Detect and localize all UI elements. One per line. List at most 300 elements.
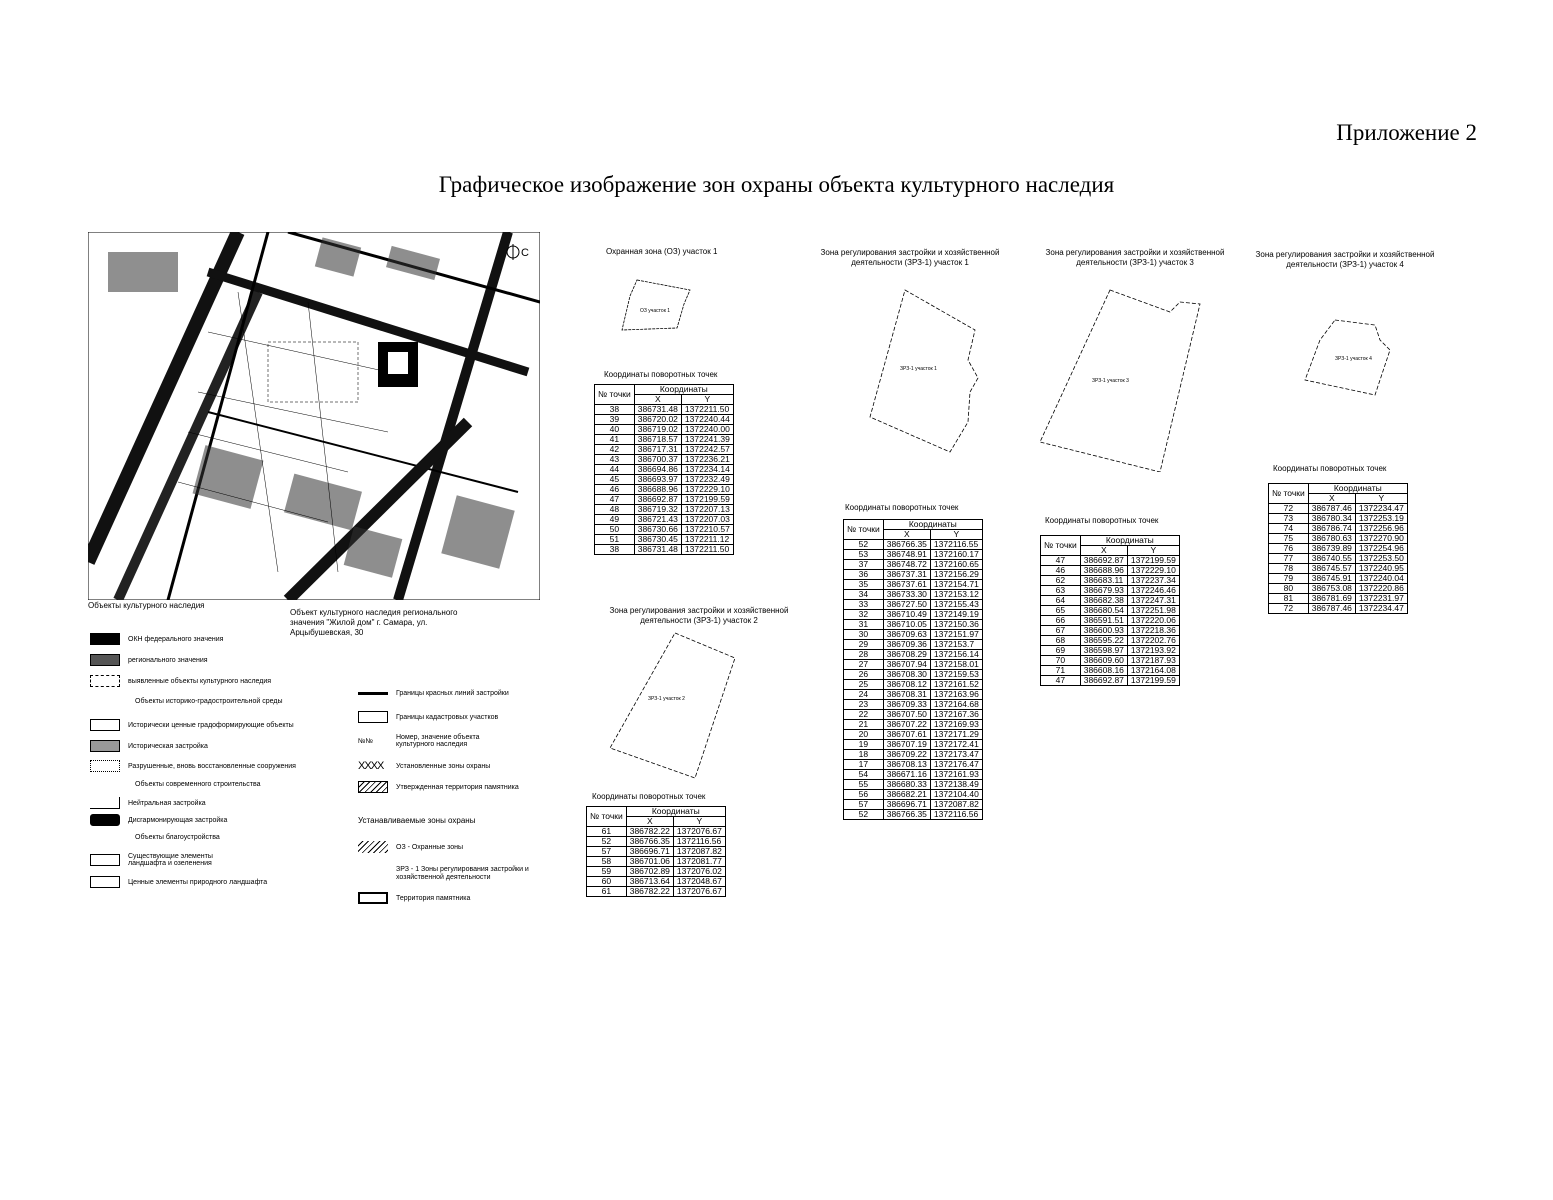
- table-row: [844, 690, 983, 700]
- coord-y: 1372211.50: [681, 545, 733, 555]
- table-row: [1269, 574, 1408, 584]
- coord-y: 1372234.47: [1355, 604, 1407, 614]
- point-number: 17: [844, 760, 884, 770]
- plan-zrz2: [600, 628, 750, 788]
- legend-item: Границы красных линий застройки: [358, 690, 509, 697]
- plan-title-zrz4: Зона регулирования застройки и хозяйственной деятельности (ЗРЗ-1) участок 4: [1255, 250, 1435, 269]
- coord-x: 386731.48: [634, 405, 681, 415]
- coord-x: 386718.57: [634, 435, 681, 445]
- table-row: [844, 570, 983, 580]
- point-number: 28: [844, 650, 884, 660]
- coord-y: 1372169.93: [930, 720, 982, 730]
- point-number: 52: [844, 810, 884, 820]
- coord-x: 386787.46: [1308, 504, 1355, 514]
- coord-y: 1372251.98: [1127, 606, 1179, 616]
- coord-x: 386600.93: [1080, 626, 1127, 636]
- coord-x: 386707.19: [883, 740, 930, 750]
- coord-y: 1372207.03: [681, 515, 733, 525]
- coord-y: 1372256.96: [1355, 524, 1407, 534]
- col-header-x: X: [1308, 494, 1355, 504]
- coord-y: 1372116.56: [673, 837, 725, 847]
- point-number: 58: [587, 857, 627, 867]
- coord-x: 386595.22: [1080, 636, 1127, 646]
- table-row: [1269, 544, 1408, 554]
- legend-item: Нейтральная застройка: [90, 797, 206, 809]
- coord-x: 386702.89: [626, 867, 673, 877]
- table-row: [844, 650, 983, 660]
- table-row: [1269, 604, 1408, 614]
- legend-item: Границы кадастровых участков: [358, 711, 498, 723]
- coord-x: 386748.91: [883, 550, 930, 560]
- coord-x: 386694.86: [634, 465, 681, 475]
- table-row: [1041, 596, 1180, 606]
- point-number: 62: [1041, 576, 1081, 586]
- coord-y: 1372149.19: [930, 610, 982, 620]
- table-row: [844, 810, 983, 820]
- legend-heading: Объекты культурного наследия: [88, 601, 205, 610]
- table-row: [844, 660, 983, 670]
- coords-table-zrz1: [843, 519, 983, 820]
- svg-text:ЗРЗ-1 участок 4: ЗРЗ-1 участок 4: [1335, 356, 1372, 362]
- appendix-label: Приложение 2: [1336, 120, 1477, 145]
- coord-x: 386721.43: [634, 515, 681, 525]
- coord-y: 1372232.49: [681, 475, 733, 485]
- coord-x: 386753.08: [1308, 584, 1355, 594]
- coord-y: 1372211.50: [681, 405, 733, 415]
- page-title: Графическое изображение зон охраны объекта культурного наследия: [438, 172, 1115, 197]
- coord-y: 1372104.40: [930, 790, 982, 800]
- coord-x: 386683.11: [1080, 576, 1127, 586]
- point-number: 33: [844, 600, 884, 610]
- coord-y: 1372081.77: [673, 857, 725, 867]
- table-row: [587, 837, 726, 847]
- coord-x: 386748.72: [883, 560, 930, 570]
- legend-item: ОКН федерального значения: [90, 633, 223, 645]
- coord-x: 386766.35: [883, 540, 930, 550]
- coord-x: 386731.48: [634, 545, 681, 555]
- coords-caption-oz1: Координаты поворотных точек: [604, 370, 718, 379]
- point-number: 81: [1269, 594, 1309, 604]
- table-row: [595, 445, 734, 455]
- map-drawing: [88, 232, 540, 600]
- legend-item: ОЗ - Охранные зоны: [358, 841, 463, 853]
- coord-y: 1372236.21: [681, 455, 733, 465]
- north-label: С: [521, 247, 529, 259]
- table-row: [844, 600, 983, 610]
- coord-x: 386740.55: [1308, 554, 1355, 564]
- point-number: 23: [844, 700, 884, 710]
- col-header-y: Y: [1355, 494, 1407, 504]
- table-row: [1041, 616, 1180, 626]
- point-number: 64: [1041, 596, 1081, 606]
- table-row: [595, 545, 734, 555]
- table-row: [1269, 564, 1408, 574]
- table-row: [844, 720, 983, 730]
- coord-y: 1372161.52: [930, 680, 982, 690]
- table-row: [595, 405, 734, 415]
- coord-x: 386713.64: [626, 877, 673, 887]
- table-row: [595, 535, 734, 545]
- coord-x: 386737.31: [883, 570, 930, 580]
- coord-x: 386692.87: [634, 495, 681, 505]
- plan-oz1: [612, 268, 712, 338]
- coord-x: 386730.45: [634, 535, 681, 545]
- point-number: 77: [1269, 554, 1309, 564]
- coord-y: 1372155.43: [930, 600, 982, 610]
- coord-x: 386787.46: [1308, 604, 1355, 614]
- coord-y: 1372116.55: [930, 540, 982, 550]
- coord-x: 386766.35: [626, 837, 673, 847]
- point-number: 75: [1269, 534, 1309, 544]
- table-row: [1041, 676, 1180, 686]
- point-number: 29: [844, 640, 884, 650]
- legend-item: Существующие элементы ландшафта и озеленения: [90, 853, 248, 867]
- legend-item: Историческая застройка: [90, 740, 208, 752]
- table-row: [1269, 594, 1408, 604]
- legend-item: Территория памятника: [358, 892, 470, 904]
- coord-x: 386708.12: [883, 680, 930, 690]
- legend-item: XXXX Установленные зоны охраны: [358, 760, 491, 772]
- coord-y: 1372254.96: [1355, 544, 1407, 554]
- coord-y: 1372270.90: [1355, 534, 1407, 544]
- point-number: 43: [595, 455, 635, 465]
- coord-y: 1372218.36: [1127, 626, 1179, 636]
- point-number: 19: [844, 740, 884, 750]
- coord-x: 386782.22: [626, 827, 673, 837]
- plan-title-zrz3: Зона регулирования застройки и хозяйственной деятельности (ЗРЗ-1) участок 3: [1045, 248, 1225, 267]
- coord-x: 386739.89: [1308, 544, 1355, 554]
- col-header-no: № точки: [1041, 536, 1081, 556]
- coord-x: 386688.96: [634, 485, 681, 495]
- coord-x: 386733.30: [883, 590, 930, 600]
- col-header-x: X: [1080, 546, 1127, 556]
- table-row: [844, 590, 983, 600]
- coords-table-zrz4: [1268, 483, 1408, 614]
- coord-x: 386781.69: [1308, 594, 1355, 604]
- coord-y: 1372160.65: [930, 560, 982, 570]
- coord-y: 1372220.86: [1355, 584, 1407, 594]
- table-row: [1041, 586, 1180, 596]
- table-row: [587, 847, 726, 857]
- svg-text:ЗРЗ-1 участок 2: ЗРЗ-1 участок 2: [648, 696, 685, 702]
- legend-item: Ценные элементы природного ландшафта: [90, 876, 267, 888]
- point-number: 68: [1041, 636, 1081, 646]
- coord-y: 1372234.14: [681, 465, 733, 475]
- coord-y: 1372202.76: [1127, 636, 1179, 646]
- coord-y: 1372173.47: [930, 750, 982, 760]
- point-number: 44: [595, 465, 635, 475]
- table-row: [1269, 534, 1408, 544]
- point-number: 25: [844, 680, 884, 690]
- table-row: [844, 750, 983, 760]
- legend-item: регионального значения: [90, 654, 208, 666]
- legend-item: №№ Номер, значение объекта культурного наследия: [358, 734, 480, 748]
- coord-x: 386679.93: [1080, 586, 1127, 596]
- table-row: [595, 465, 734, 475]
- coord-y: 1372160.17: [930, 550, 982, 560]
- point-number: 55: [844, 780, 884, 790]
- point-number: 65: [1041, 606, 1081, 616]
- table-row: [1041, 636, 1180, 646]
- table-row: [844, 730, 983, 740]
- table-row: [844, 740, 983, 750]
- coord-x: 386786.74: [1308, 524, 1355, 534]
- point-number: 51: [595, 535, 635, 545]
- coord-y: 1372164.08: [1127, 666, 1179, 676]
- point-number: 49: [595, 515, 635, 525]
- coord-x: 386591.51: [1080, 616, 1127, 626]
- coord-y: 1372151.97: [930, 630, 982, 640]
- table-row: [1041, 646, 1180, 656]
- coords-caption-zrz3: Координаты поворотных точек: [1045, 516, 1159, 525]
- point-number: 41: [595, 435, 635, 445]
- point-number: 67: [1041, 626, 1081, 636]
- coord-x: 386737.61: [883, 580, 930, 590]
- table-row: [595, 475, 734, 485]
- plan-title-zrz1: Зона регулирования застройки и хозяйственной деятельности (ЗРЗ-1) участок 1: [820, 248, 1000, 267]
- point-number: 46: [1041, 566, 1081, 576]
- coord-y: 1372154.71: [930, 580, 982, 590]
- point-number: 69: [1041, 646, 1081, 656]
- point-number: 27: [844, 660, 884, 670]
- coords-table-oz1: [594, 384, 734, 555]
- coord-y: 1372076.67: [673, 827, 725, 837]
- coord-y: 1372158.01: [930, 660, 982, 670]
- table-row: [595, 515, 734, 525]
- col-header-coords: Координаты: [883, 520, 982, 530]
- coord-y: 1372161.93: [930, 770, 982, 780]
- point-number: 72: [1269, 504, 1309, 514]
- table-row: [844, 540, 983, 550]
- coord-x: 386708.13: [883, 760, 930, 770]
- point-number: 20: [844, 730, 884, 740]
- coord-y: 1372211.12: [681, 535, 733, 545]
- table-row: [587, 887, 726, 897]
- coord-x: 386766.35: [883, 810, 930, 820]
- legend-subheading: Объекты историко-градостроительной среды: [135, 698, 283, 705]
- table-row: [844, 780, 983, 790]
- coord-x: 386782.22: [626, 887, 673, 897]
- table-row: [1269, 514, 1408, 524]
- coord-x: 386696.71: [883, 800, 930, 810]
- coord-x: 386727.50: [883, 600, 930, 610]
- point-number: 38: [595, 405, 635, 415]
- point-number: 46: [595, 485, 635, 495]
- legend-item: Исторически ценные градоформирующие объекты: [90, 719, 294, 731]
- coord-x: 386710.49: [883, 610, 930, 620]
- table-row: [595, 425, 734, 435]
- coord-y: 1372116.56: [930, 810, 982, 820]
- point-number: 37: [844, 560, 884, 570]
- point-number: 71: [1041, 666, 1081, 676]
- coord-y: 1372240.00: [681, 425, 733, 435]
- coord-x: 386745.57: [1308, 564, 1355, 574]
- table-row: [587, 877, 726, 887]
- table-row: [844, 610, 983, 620]
- plan-title-oz1: Охранная зона (ОЗ) участок 1: [606, 247, 718, 256]
- point-number: 36: [844, 570, 884, 580]
- table-row: [844, 630, 983, 640]
- point-number: 35: [844, 580, 884, 590]
- point-number: 53: [844, 550, 884, 560]
- table-row: [844, 670, 983, 680]
- coord-y: 1372153.12: [930, 590, 982, 600]
- legend-item: Разрушенные, вновь восстановленные сооружения: [90, 760, 296, 772]
- coord-x: 386682.38: [1080, 596, 1127, 606]
- coord-y: 1372199.59: [1127, 676, 1179, 686]
- table-row: [595, 455, 734, 465]
- legend-item: выявленные объекты культурного наследия: [90, 675, 271, 687]
- col-header-no: № точки: [595, 385, 635, 405]
- table-row: [844, 790, 983, 800]
- col-header-coords: Координаты: [1308, 484, 1407, 494]
- coord-x: 386719.02: [634, 425, 681, 435]
- coord-y: 1372163.96: [930, 690, 982, 700]
- col-header-no: № точки: [587, 807, 627, 827]
- coord-x: 386693.97: [634, 475, 681, 485]
- coord-x: 386708.29: [883, 650, 930, 660]
- point-number: 31: [844, 620, 884, 630]
- coord-y: 1372150.36: [930, 620, 982, 630]
- coord-x: 386709.63: [883, 630, 930, 640]
- coord-y: 1372087.82: [930, 800, 982, 810]
- point-number: 61: [587, 887, 627, 897]
- table-row: [595, 495, 734, 505]
- point-number: 74: [1269, 524, 1309, 534]
- point-number: 57: [587, 847, 627, 857]
- table-row: [1041, 606, 1180, 616]
- table-row: [587, 867, 726, 877]
- table-row: [595, 415, 734, 425]
- point-number: 30: [844, 630, 884, 640]
- legend-subheading: Объекты современного строительства: [135, 781, 261, 788]
- coord-x: 386701.06: [626, 857, 673, 867]
- coord-y: 1372187.93: [1127, 656, 1179, 666]
- point-number: 38: [595, 545, 635, 555]
- coord-y: 1372076.67: [673, 887, 725, 897]
- coord-y: 1372210.57: [681, 525, 733, 535]
- coord-y: 1372242.57: [681, 445, 733, 455]
- coord-y: 1372138.49: [930, 780, 982, 790]
- coord-x: 386692.87: [1080, 676, 1127, 686]
- coord-y: 1372240.95: [1355, 564, 1407, 574]
- coord-y: 1372207.13: [681, 505, 733, 515]
- coord-y: 1372240.04: [1355, 574, 1407, 584]
- point-number: 72: [1269, 604, 1309, 614]
- table-row: [844, 640, 983, 650]
- col-header-y: Y: [1127, 546, 1179, 556]
- coord-x: 386688.96: [1080, 566, 1127, 576]
- table-row: [1041, 626, 1180, 636]
- coord-y: 1372234.47: [1355, 504, 1407, 514]
- coord-y: 1372171.29: [930, 730, 982, 740]
- coord-x: 386680.33: [883, 780, 930, 790]
- point-number: 63: [1041, 586, 1081, 596]
- coord-y: 1372241.39: [681, 435, 733, 445]
- coord-x: 386780.34: [1308, 514, 1355, 524]
- coord-x: 386707.22: [883, 720, 930, 730]
- coord-y: 1372167.36: [930, 710, 982, 720]
- table-row: [844, 760, 983, 770]
- table-row: [1269, 504, 1408, 514]
- col-header-y: Y: [673, 817, 725, 827]
- coords-caption-zrz2: Координаты поворотных точек: [592, 792, 706, 801]
- point-number: 39: [595, 415, 635, 425]
- coord-x: 386707.94: [883, 660, 930, 670]
- coord-x: 386707.61: [883, 730, 930, 740]
- point-number: 34: [844, 590, 884, 600]
- point-number: 47: [595, 495, 635, 505]
- table-row: [844, 620, 983, 630]
- coord-y: 1372172.41: [930, 740, 982, 750]
- point-number: 61: [587, 827, 627, 837]
- point-number: 18: [844, 750, 884, 760]
- object-caption: Объект культурного наследия регионального значения "Жилой дом" г. Самара, ул. Арцыбушевская, 30: [290, 608, 458, 637]
- col-header-x: X: [626, 817, 673, 827]
- point-number: 45: [595, 475, 635, 485]
- col-header-coords: Координаты: [1080, 536, 1179, 546]
- coord-y: 1372176.47: [930, 760, 982, 770]
- point-number: 57: [844, 800, 884, 810]
- coord-x: 386709.36: [883, 640, 930, 650]
- site-map: [88, 232, 540, 600]
- coords-caption-zrz4: Координаты поворотных точек: [1273, 464, 1387, 473]
- coord-x: 386609.60: [1080, 656, 1127, 666]
- point-number: 76: [1269, 544, 1309, 554]
- col-header-no: № точки: [1269, 484, 1309, 504]
- point-number: 48: [595, 505, 635, 515]
- coord-y: 1372199.59: [681, 495, 733, 505]
- point-number: 47: [1041, 676, 1081, 686]
- coord-y: 1372253.19: [1355, 514, 1407, 524]
- coord-x: 386608.16: [1080, 666, 1127, 676]
- table-row: [595, 485, 734, 495]
- coord-x: 386708.31: [883, 690, 930, 700]
- legend-item: Дисгармонирующая застройка: [90, 814, 227, 826]
- coord-x: 386708.30: [883, 670, 930, 680]
- coord-x: 386745.91: [1308, 574, 1355, 584]
- table-row: [844, 680, 983, 690]
- coord-x: 386682.21: [883, 790, 930, 800]
- coord-x: 386720.02: [634, 415, 681, 425]
- coord-x: 386692.87: [1080, 556, 1127, 566]
- col-header-coords: Координаты: [626, 807, 725, 817]
- legend-subheading: Устанавливаемые зоны охраны: [358, 816, 476, 825]
- coord-y: 1372253.50: [1355, 554, 1407, 564]
- table-row: [595, 525, 734, 535]
- point-number: 24: [844, 690, 884, 700]
- point-number: 21: [844, 720, 884, 730]
- coord-y: 1372240.44: [681, 415, 733, 425]
- table-row: [844, 580, 983, 590]
- coord-y: 1372231.97: [1355, 594, 1407, 604]
- table-row: [1269, 524, 1408, 534]
- coord-y: 1372156.14: [930, 650, 982, 660]
- col-header-no: № точки: [844, 520, 884, 540]
- coords-caption-zrz1: Координаты поворотных точек: [845, 503, 959, 512]
- point-number: 52: [844, 540, 884, 550]
- table-row: [587, 857, 726, 867]
- coord-y: 1372159.53: [930, 670, 982, 680]
- point-number: 50: [595, 525, 635, 535]
- coords-table-zrz3: [1040, 535, 1180, 686]
- svg-text:ЗРЗ-1 участок 1: ЗРЗ-1 участок 1: [900, 366, 937, 372]
- point-number: 60: [587, 877, 627, 887]
- coord-x: 386700.37: [634, 455, 681, 465]
- point-number: 59: [587, 867, 627, 877]
- coord-x: 386671.16: [883, 770, 930, 780]
- plan-zrz4: [1290, 300, 1410, 410]
